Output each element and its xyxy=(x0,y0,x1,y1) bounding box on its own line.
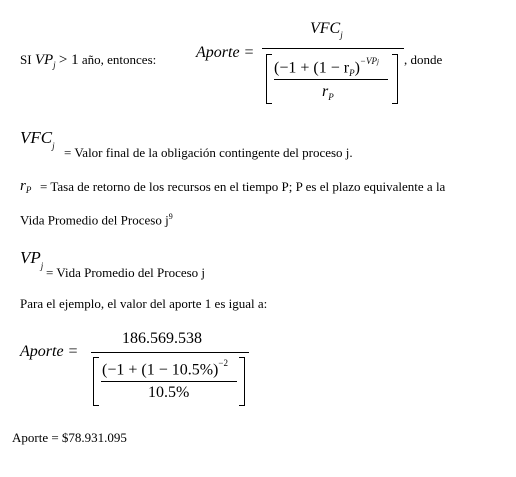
formula1-left-bracket xyxy=(266,54,272,104)
donde-text: , donde xyxy=(404,52,443,67)
formula2-lhs: Aporte = xyxy=(20,343,79,360)
formula2-inner-fraction-bar xyxy=(101,381,237,382)
formula2-main-fraction-bar xyxy=(91,352,249,353)
vfc-definition: = Valor final de la obligación contingente del proceso j. xyxy=(64,145,353,160)
formula1-inner-fraction-bar xyxy=(274,79,388,80)
formula1-den-top: ($-1 + (1 - r_P)^{-VPj}$ xyxy=(274,56,379,79)
condition-suffix: año, entonces: xyxy=(81,52,157,67)
formula2-den-bottom: 10.5% xyxy=(148,384,190,401)
rp-definition-cont: Vida Promedio del Proceso $j^9$ xyxy=(20,212,173,228)
formula1-lhs: Aporte = xyxy=(196,44,255,61)
formula2-right-bracket xyxy=(239,357,245,406)
condition-line xyxy=(20,52,156,69)
formula1-numerator: $VFC_j$ xyxy=(310,20,343,40)
vp-definition: = Vida Promedio del Proceso j xyxy=(46,265,206,280)
formula1-den-bottom: $r_P$ xyxy=(322,83,334,102)
vp-def-symbol: $VP_j$ xyxy=(20,248,44,271)
vfc-symbol: $VFC_j$ xyxy=(20,128,55,151)
rp-definition: = Tasa de retorno de los recursos en el tiempo P; P es el plazo equivalente a la xyxy=(40,179,446,194)
example-intro: Para el ejemplo, el valor del aporte 1 es igual a: xyxy=(20,296,268,311)
formula1-right-bracket xyxy=(392,54,398,104)
vp-symbol: $VP_j$ xyxy=(34,52,56,70)
formula2-numerator: 186.569.538 xyxy=(122,330,202,347)
rp-symbol: $r_P$ xyxy=(20,178,32,195)
gt-one: > 1 xyxy=(58,52,79,68)
formula2-den-top: ($-1 + (1 - 10.5\%)^{-2}$ xyxy=(102,358,228,379)
footnote-marker: 9 xyxy=(168,212,173,221)
result-line: Aporte = $78.931.095 xyxy=(12,430,127,445)
condition-prefix: SI xyxy=(20,52,32,67)
formula2-left-bracket xyxy=(93,357,99,406)
formula1-main-fraction-bar xyxy=(262,48,404,49)
